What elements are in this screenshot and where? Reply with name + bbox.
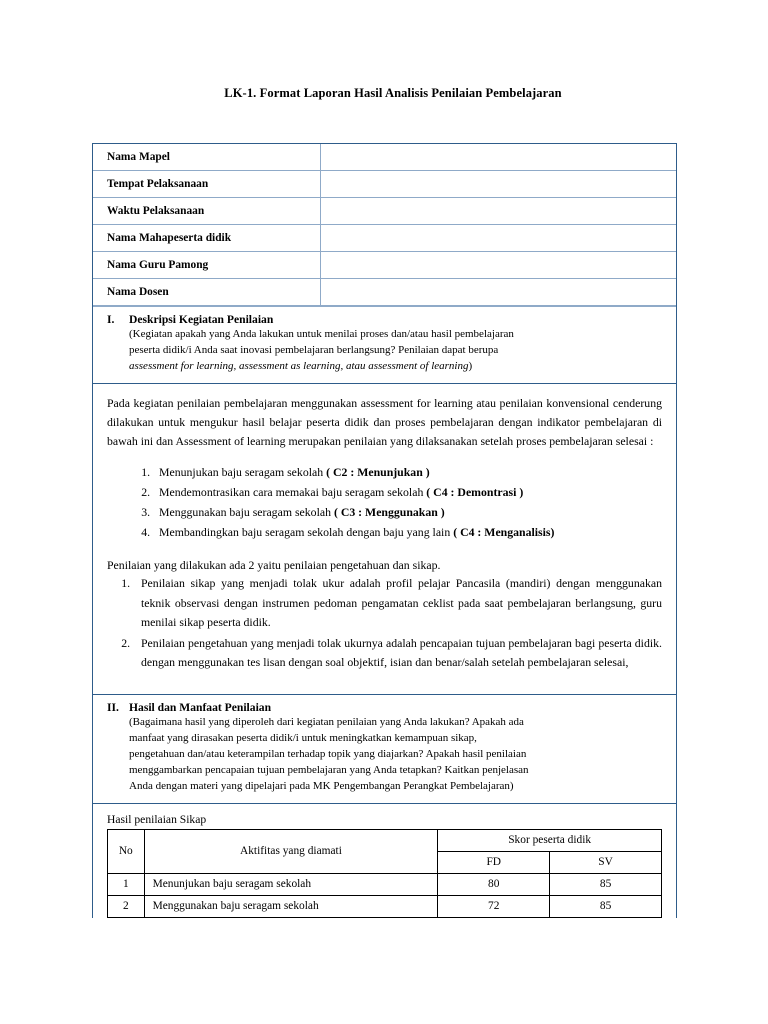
results-cell-fd-1: 80 [438, 873, 550, 895]
section-one-prompt [129, 327, 662, 375]
table-row [108, 895, 662, 917]
spacer [107, 451, 662, 463]
results-cell-sv-1: 85 [550, 873, 662, 895]
spacer [107, 674, 662, 682]
results-header-no: No [108, 829, 145, 873]
table-row [108, 873, 662, 895]
list-item: 2. Penilaian pengetahuan yang menjadi tolak ukurnya adalah pencapaian tujuan pembelajaran bagi peserta didik. dengan menggunakan tes lisan dengan soal objektif, isian dan benar/salah setelah pembelajaran selesai, [133, 634, 662, 672]
results-cell-activity-1: Menunjukan baju seragam sekolah [144, 873, 438, 895]
table-row [93, 279, 676, 306]
indicator-tag-1: ( C2 : Menunjukan ) [326, 465, 430, 480]
section-one-heading: Deskripsi Kegiatan Penilaian [129, 313, 274, 326]
section-one-header-block [93, 306, 676, 384]
section-one-prompt-close: ) [468, 359, 473, 372]
indicator-tag-2: ( C4 : Demontrasi ) [426, 485, 524, 500]
indicator-text-3: Menggunakan baju seragam sekolah [159, 505, 334, 520]
identity-value-waktu-pelaksanaan[interactable] [321, 198, 677, 225]
list-item: 1. Penilaian sikap yang menjadi tolak ukur adalah profil pelajar Pancasila (mandiri) dengan menggunakan teknik observasi dengan instrumen pedoman pengamatan ceklist pada saat pembelajaran berlangsung, guru menilai sikap peserta didik. [133, 574, 662, 631]
identity-label-nama-dosen: Nama Dosen [93, 279, 321, 306]
table-row [93, 225, 676, 252]
results-header-fd: FD [438, 851, 550, 873]
table-row [93, 144, 676, 171]
section-two-heading-row [107, 701, 662, 714]
identity-label-waktu-pelaksanaan: Waktu Pelaksanaan [93, 198, 321, 225]
indicator-list [107, 463, 662, 542]
results-cell-fd-2: 72 [438, 895, 550, 917]
identity-label-nama-mahapeserta-didik: Nama Mahapeserta didik [93, 225, 321, 252]
spacer [107, 544, 662, 556]
list-item [153, 503, 662, 522]
page-title: LK-1. Format Laporan Hasil Analisis Penilaian Pembelajaran [224, 86, 562, 100]
indicator-tag-3: ( C3 : Menggunakan ) [333, 505, 445, 520]
section-one-prompt-line-1: (Kegiatan apakah yang Anda lakukan untuk menilai proses dan/atau hasil pembelajaran [129, 328, 514, 340]
results-cell-activity-2: Menggunakan baju seragam sekolah [144, 895, 438, 917]
table-row [93, 171, 676, 198]
section-two-prompt-line-4: menggambarkan pencapaian tujuan pembelajaran yang Anda tetapkan? Kaitkan penjelasan [129, 763, 529, 776]
section-two-answer-block[interactable] [93, 804, 676, 918]
section-one-prompt-line-2: peserta didik/i Anda saat inovasi pembelajaran berlangsung? Penilaian dapat berupa [129, 343, 499, 356]
identity-table [93, 144, 676, 306]
identity-value-nama-mapel[interactable] [321, 144, 677, 171]
form-frame [92, 143, 677, 918]
results-header-sv: SV [550, 851, 662, 873]
section-one-numeral: I. [107, 313, 115, 326]
section-two-header-block [93, 694, 676, 804]
section-two-heading: Hasil dan Manfaat Penilaian [129, 701, 272, 714]
table-row [93, 198, 676, 225]
results-cell-no-1: 1 [108, 873, 145, 895]
results-header-activity: Aktifitas yang diamati [144, 829, 438, 873]
list-item [153, 483, 662, 502]
identity-label-nama-guru-pamong: Nama Guru Pamong [93, 252, 321, 279]
identity-label-tempat-pelaksanaan: Tempat Pelaksanaan [93, 171, 321, 198]
identity-value-tempat-pelaksanaan[interactable] [321, 171, 677, 198]
assessment-intro: Penilaian yang dilakukan ada 2 yaitu penilaian pengetahuan dan sikap. [107, 557, 441, 572]
section-two-numeral: II. [107, 701, 119, 714]
identity-value-nama-guru-pamong[interactable] [321, 252, 677, 279]
results-caption: Hasil penilaian Sikap [107, 812, 207, 826]
assessment-list [107, 574, 662, 672]
results-header-score-group: Skor peserta didik [438, 829, 662, 851]
indicator-text-2: Mendemontrasikan cara memakai baju seragam sekolah [159, 485, 427, 500]
section-one-heading-row [107, 313, 662, 326]
identity-value-nama-dosen[interactable] [321, 279, 677, 306]
section-two-prompt [129, 715, 662, 795]
identity-label-nama-mapel: Nama Mapel [93, 144, 321, 171]
indicator-text-1: Menunjukan baju seragam sekolah [159, 465, 327, 480]
table-row [93, 252, 676, 279]
results-table [107, 829, 662, 918]
intro-paragraph: Pada kegiatan penilaian pembelajaran menggunakan assessment for learning atau penilaian konvensional cenderung dilakukan untuk mengukur hasil belajar peserta didik dan proses pembelajaran dengan indikator pembelajaran di bawah ini dan Assessment of learning merupakan penilaian yang dilaksanakan setelah proses pembelajaran selesai : [107, 395, 662, 449]
indicator-text-4: Membandingkan baju seragam sekolah dengan baju yang lain [159, 525, 454, 540]
section-two-prompt-line-3: pengetahuan dan/atau keterampilan terhadap topik yang diajarkan? Apakah hasil penilaian [129, 747, 527, 760]
indicator-tag-4: ( C4 : Menganalisis) [453, 525, 555, 540]
results-cell-no-2: 2 [108, 895, 145, 917]
identity-value-nama-mahapeserta-didik[interactable] [321, 225, 677, 252]
table-header-row [108, 829, 662, 851]
results-cell-sv-2: 85 [550, 895, 662, 917]
section-two-prompt-line-5: Anda dengan materi yang dipelajari pada MK Pengembangan Perangkat Pembelajaran) [129, 779, 514, 792]
list-item [153, 523, 662, 542]
section-one-answer-block[interactable] [93, 384, 676, 694]
section-two-prompt-line-2: manfaat yang dirasakan peserta didik/i untuk meningkatkan kemampuan sikap, [129, 731, 477, 744]
section-one-prompt-italic: assessment for learning, assessment as learning, atau assessment of learning [129, 359, 469, 372]
section-one-prompt-line-3 [129, 359, 662, 375]
section-two-prompt-line-1: (Bagaimana hasil yang diperoleh dari kegiatan penilaian yang Anda lakukan? Apakah ada [129, 716, 524, 728]
list-item [153, 463, 662, 482]
